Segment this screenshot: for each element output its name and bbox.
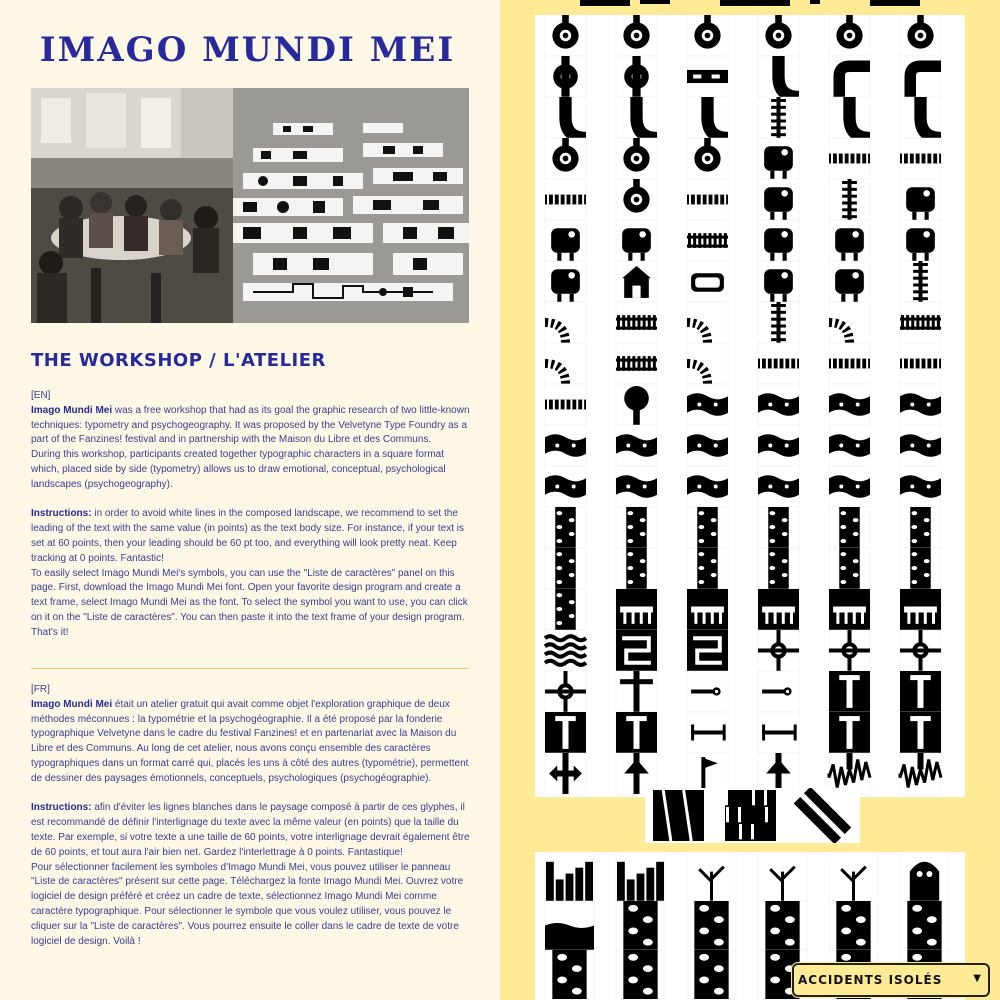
glyph-cell[interactable]	[829, 261, 870, 302]
glyph-cell[interactable]	[900, 179, 941, 220]
glyph-cell[interactable]	[725, 790, 776, 841]
glyph-cell[interactable]	[758, 179, 799, 220]
glyph-cell[interactable]	[900, 425, 941, 466]
glyph-cell[interactable]	[829, 179, 870, 220]
glyph-cell[interactable]	[829, 343, 870, 384]
glyph-cell[interactable]	[616, 261, 657, 302]
glyph-cell[interactable]	[687, 712, 728, 753]
glyph-cell[interactable]	[900, 753, 941, 794]
glyph-cell[interactable]	[758, 220, 799, 261]
glyph-cell[interactable]	[900, 630, 941, 671]
glyph-cell[interactable]	[687, 343, 728, 384]
usage-paragraph-en: To easily select Imago Mundi Mei's symbols, you can use the "Liste de caractères" panel on this page. First, download the Imago Mundi Mei font. Open your favorite design program and create a text frame, select Imago Mundi Mei as the font. To select the symbol you want to use, you can click on it on the "Liste de caractères". You can then paste it into the text frame of your design program. That's it!	[31, 567, 468, 638]
chevron-down-icon: ▼	[973, 973, 982, 984]
glyph-cell[interactable]	[829, 425, 870, 466]
description-paragraph-en: During this workshop, participants created together typographic characters in a square format which, placed side by side (typometry) allows us to draw emotional, conceptual, psychological landscapes (psychogeography).	[31, 449, 446, 490]
glyph-cell[interactable]	[829, 56, 870, 97]
project-name: Imago Mundi Mei	[31, 404, 113, 416]
glyph-cell[interactable]	[616, 671, 657, 712]
glyph-cell[interactable]	[616, 302, 657, 343]
glyph-cell[interactable]	[758, 56, 799, 97]
section-heading: THE WORKSHOP / L'ATELIER	[31, 350, 326, 371]
glyph-category-select[interactable]	[792, 963, 990, 997]
glyph-cell[interactable]	[758, 138, 799, 179]
glyph-cell[interactable]	[900, 302, 941, 343]
glyph-cell[interactable]	[545, 901, 594, 950]
intro-paragraph-en: Imago Mundi Mei was a free workshop that had as its goal the graphic research of two little-known techniques: typometry and psychogeography. It was proposed by the Velvetyne Type Foundry as a part of the Fanzines! festival and in partnership with the Maison du Libre et des Communs.	[31, 404, 470, 446]
glyph-cell[interactable]	[545, 220, 586, 261]
glyph-cell[interactable]	[545, 712, 586, 753]
glyph-cell[interactable]	[900, 901, 949, 950]
glyph-cell[interactable]	[900, 712, 941, 753]
instructions-label: Instructions:	[31, 508, 92, 520]
glyph-cell[interactable]	[829, 384, 870, 425]
glyph-cell[interactable]	[758, 671, 799, 712]
glyph-cell[interactable]	[829, 548, 870, 589]
glyph-cell[interactable]	[900, 589, 941, 630]
glyph-cell[interactable]	[829, 901, 878, 950]
language-tag-fr: [FR]	[31, 684, 50, 695]
glyph-cell[interactable]	[687, 950, 736, 999]
glyph-row-middle	[645, 788, 860, 843]
glyph-cell[interactable]	[687, 302, 728, 343]
glyph-cell[interactable]	[687, 15, 728, 56]
glyph-cell[interactable]	[758, 589, 799, 630]
glyph-cell[interactable]	[829, 15, 870, 56]
glyph-cell[interactable]	[900, 343, 941, 384]
glyph-cell[interactable]	[687, 671, 728, 712]
glyph-cell[interactable]	[616, 589, 657, 630]
glyph-cell[interactable]	[900, 671, 941, 712]
glyph-cell[interactable]	[900, 15, 941, 56]
instructions-paragraph-fr: Instructions: afin d'éviter les lignes blanches dans le paysage composé à partir de ces glyphes, il est recommandé de définir l'interlignage du texte avec la même valeur (en points) que la taille du texte. Par exemple, si votre texte a une taille de 60 points, votre interlignage devrait également être de 60 points, et tout aura l'air bien net. Gardez l'interlettrage à 0 points. Fantastique!	[31, 802, 470, 858]
glyph-cell[interactable]	[687, 220, 728, 261]
french-description	[31, 683, 471, 949]
glyph-cell[interactable]	[545, 56, 586, 97]
glyph-cell[interactable]	[616, 384, 657, 425]
glyph-cell[interactable]	[758, 384, 799, 425]
glyph-cell[interactable]	[616, 466, 657, 507]
glyph-cell[interactable]	[545, 138, 586, 179]
glyph-cell[interactable]	[687, 901, 736, 950]
glyph-cell[interactable]	[545, 548, 586, 589]
glyph-cell[interactable]	[829, 852, 878, 901]
glyph-cell[interactable]	[829, 97, 870, 138]
glyph-cell[interactable]	[616, 343, 657, 384]
glyph-cell[interactable]	[900, 220, 941, 261]
glyph-cell[interactable]	[687, 138, 728, 179]
glyph-cell[interactable]	[545, 425, 586, 466]
glyph-cell[interactable]	[900, 384, 941, 425]
glyph-cell[interactable]	[616, 15, 657, 56]
workshop-photos	[31, 88, 469, 323]
glyph-cell[interactable]	[545, 671, 586, 712]
instructions-label: Instructions:	[31, 802, 92, 814]
glyph-cell[interactable]	[900, 56, 941, 97]
glyph-cell[interactable]	[900, 261, 941, 302]
glyph-cell[interactable]	[545, 589, 586, 630]
glyph-cell[interactable]	[829, 589, 870, 630]
site-title: IMAGO MUNDI MEI	[39, 30, 456, 70]
glyph-cell[interactable]	[687, 425, 728, 466]
language-divider	[31, 668, 469, 669]
glyph-cell[interactable]	[900, 548, 941, 589]
glyph-cell[interactable]	[687, 466, 728, 507]
glyph-cell[interactable]	[545, 507, 586, 548]
glyph-cell[interactable]	[545, 384, 586, 425]
glyph-cell[interactable]	[545, 466, 586, 507]
instructions-paragraph-en: Instructions: in order to avoid white lines in the composed landscape, we recommend to set the leading of the text with the same value (in points) as the text body size. For instance, if your text is set at 60 points, then your leading should be 60 pt too, and everything will look pretty neat. Keep tracking at 0 points. Fantastic!	[31, 508, 464, 564]
glyph-cell[interactable]	[545, 753, 586, 794]
glyph-cell[interactable]	[758, 343, 799, 384]
glyph-cell[interactable]	[758, 712, 799, 753]
glyph-cell[interactable]	[900, 852, 949, 901]
glyph-cell[interactable]	[829, 712, 870, 753]
glyph-cell[interactable]	[616, 712, 657, 753]
glyph-cell[interactable]	[616, 548, 657, 589]
glyph-cell[interactable]	[687, 630, 728, 671]
glyph-cell[interactable]	[616, 950, 665, 999]
glyph-cell[interactable]	[687, 548, 728, 589]
glyph-cell[interactable]	[616, 630, 657, 671]
glyph-cell[interactable]	[829, 630, 870, 671]
glyph-cell[interactable]	[758, 548, 799, 589]
glyph-cell[interactable]	[687, 852, 736, 901]
glyph-cell[interactable]	[687, 384, 728, 425]
language-tag-en: [EN]	[31, 390, 51, 401]
glyph-cell[interactable]	[900, 97, 941, 138]
glyph-cell[interactable]	[758, 507, 799, 548]
project-name: Imago Mundi Mei	[31, 698, 113, 710]
glyph-cell[interactable]	[687, 261, 728, 302]
glyph-cell[interactable]	[829, 302, 870, 343]
glyph-cell[interactable]	[758, 302, 799, 343]
glyph-cell[interactable]	[616, 56, 657, 97]
glyph-grid	[535, 15, 965, 797]
glyph-cell[interactable]	[687, 507, 728, 548]
workshop-photo-participants	[31, 88, 233, 323]
glyph-cell[interactable]	[758, 852, 807, 901]
glyph-cell[interactable]	[616, 901, 665, 950]
glyph-cell[interactable]	[687, 97, 728, 138]
glyph-cell[interactable]	[653, 790, 704, 841]
glyph-cell[interactable]	[829, 138, 870, 179]
glyph-cell[interactable]	[545, 630, 586, 671]
glyph-cell[interactable]	[616, 97, 657, 138]
glyph-cell[interactable]	[616, 425, 657, 466]
glyph-cell[interactable]	[900, 138, 941, 179]
glyph-cell[interactable]	[687, 56, 728, 97]
glyph-cell[interactable]	[545, 261, 586, 302]
glyph-cell[interactable]	[616, 138, 657, 179]
glyph-cell[interactable]	[545, 950, 594, 999]
glyph-strip-top	[580, 0, 920, 6]
glyph-cell[interactable]	[829, 507, 870, 548]
glyph-cell[interactable]	[545, 343, 586, 384]
glyph-cell[interactable]	[545, 179, 586, 220]
glyph-cell[interactable]	[758, 901, 807, 950]
intro-paragraph-fr: Imago Mundi Mei était un atelier gratuit qui avait comme objet l'exploration graphique de deux méthodes méconnues : la typométrie et la psychogéographie. Il a été proposé par la fonderie typographique Velvetyne dans le cadre du festival Fanzines! et en partenariat avec la Maison du Libre et des Communs. Au long de cet atelier, nous avons conçu ensemble des caractères typographiques dans un format carré qui, placés les uns à côté des autres (typométrie), permettent de dessiner des paysages émotionnels, conceptuels, psychologiques (psychogéographie).	[31, 698, 469, 784]
glyph-cell[interactable]	[900, 466, 941, 507]
glyph-category-value: ACCIDENTS ISOLÉS	[798, 973, 943, 987]
glyph-cell[interactable]	[616, 220, 657, 261]
glyph-cell[interactable]	[829, 671, 870, 712]
glyph-cell[interactable]	[616, 179, 657, 220]
glyph-cell[interactable]	[758, 466, 799, 507]
glyph-cell[interactable]	[797, 790, 848, 841]
glyph-cell[interactable]	[545, 15, 586, 56]
glyph-cell[interactable]	[829, 466, 870, 507]
glyph-cell[interactable]	[900, 507, 941, 548]
glyph-cell[interactable]	[758, 15, 799, 56]
glyph-cell[interactable]	[616, 507, 657, 548]
glyph-cell[interactable]	[758, 97, 799, 138]
glyph-cell[interactable]	[758, 261, 799, 302]
english-description	[31, 389, 471, 641]
glyph-cell[interactable]	[829, 220, 870, 261]
glyph-cell[interactable]	[758, 630, 799, 671]
usage-paragraph-fr: Pour sélectionner facilement les symboles d'Imago Mundi Mei, vous pouvez utiliser le panneau "Liste de caractères" présent sur cette page. Téléchargez la fonte Imago Mundi Mei. Ouvrez votre logiciel de design préféré et créez un cadre de texte, sélectionnez Imago Mundi Mei comme caractère typographique. Pour sélectionner le symbole que vous voulez utiliser, vous pouvez le cliquer sur la "Liste de caractères". Vous pourrez ensuite le coller dans le cadre de texte de votre logiciel de design. Voilà !	[31, 861, 464, 947]
glyph-cell[interactable]	[687, 589, 728, 630]
glyph-cell[interactable]	[687, 179, 728, 220]
glyph-cell[interactable]	[758, 425, 799, 466]
glyph-cell[interactable]	[545, 302, 586, 343]
glyph-cell[interactable]	[545, 97, 586, 138]
workshop-photo-floor-glyphs	[233, 88, 469, 323]
